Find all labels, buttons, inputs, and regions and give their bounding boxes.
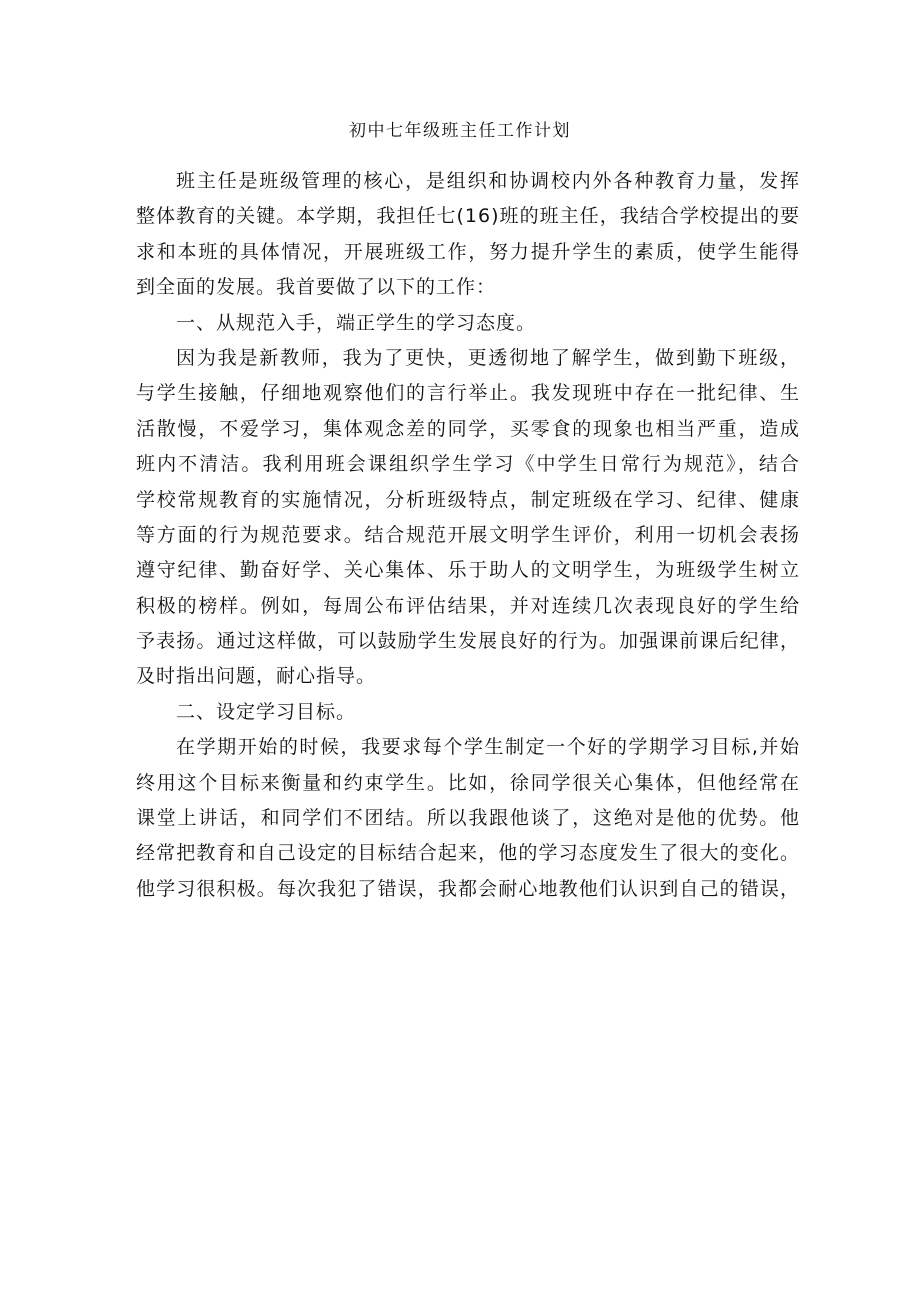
text-line: 经常把教育和自己设定的目标结合起来，他的学习态度发生了很大的变化。 xyxy=(136,842,800,865)
section-heading: 一、从规范入手，端正学生的学习态度。 xyxy=(176,311,537,334)
section-heading: 二、设定学习目标。 xyxy=(176,700,357,723)
text-line: 班内不清洁。我利用班会课组织学生学习《中学生日常行为规范》，结合 xyxy=(136,453,800,476)
text-line: 课堂上讲话，和同学们不团结。所以我跟他谈了，这绝对是他的优势。他 xyxy=(136,807,800,830)
text-line: 遵守纪律、勤奋好学、关心集体、乐于助人的文明学生，为班级学生树立 xyxy=(136,559,800,582)
text-line: 予表扬。通过这样做，可以鼓励学生发展良好的行为。加强课前课后纪律， xyxy=(136,630,800,653)
text-line: 学校常规教育的实施情况，分析班级特点，制定班级在学习、纪律、健康 xyxy=(136,488,800,511)
text-line: 活散慢，不爱学习，集体观念差的同学，买零食的现象也相当严重，造成 xyxy=(136,417,800,440)
text-line: 终用这个目标来衡量和约束学生。比如，徐同学很关心集体，但他经常在 xyxy=(136,771,800,794)
text-line: 他学习很积极。每次我犯了错误，我都会耐心地教他们认识到自己的错误， xyxy=(136,877,800,900)
text-line: 班主任是班级管理的核心，是组织和协调校内外各种教育力量，发挥 xyxy=(176,170,800,192)
text-line: 积极的榜样。例如，每周公布评估结果，并对连续几次表现良好的学生给 xyxy=(136,594,800,617)
document-title: 初中七年级班主任工作计划 xyxy=(349,121,571,141)
text-line: 在学期开始的时候，我要求每个学生制定一个好的学期学习目标,并始 xyxy=(176,736,800,759)
text-line: 因为我是新教师，我为了更快，更透彻地了解学生，做到勤下班级， xyxy=(176,346,800,369)
text-line: 等方面的行为规范要求。结合规范开展文明学生评价，利用一切机会表扬 xyxy=(136,523,800,546)
text-line: 到全面的发展。我首要做了以下的工作： xyxy=(136,276,497,299)
text-line: 整体教育的关键。本学期，我担任七(16)班的班主任，我结合学校提出的要 xyxy=(136,205,800,228)
text-line: 与学生接触，仔细地观察他们的言行举止。我发现班中存在一批纪律、生 xyxy=(136,382,800,405)
text-line: 求和本班的具体情况，开展班级工作，努力提升学生的素质，使学生能得 xyxy=(136,240,800,263)
document-body xyxy=(136,164,800,907)
text-line: 及时指出问题，耐心指导。 xyxy=(136,665,377,688)
